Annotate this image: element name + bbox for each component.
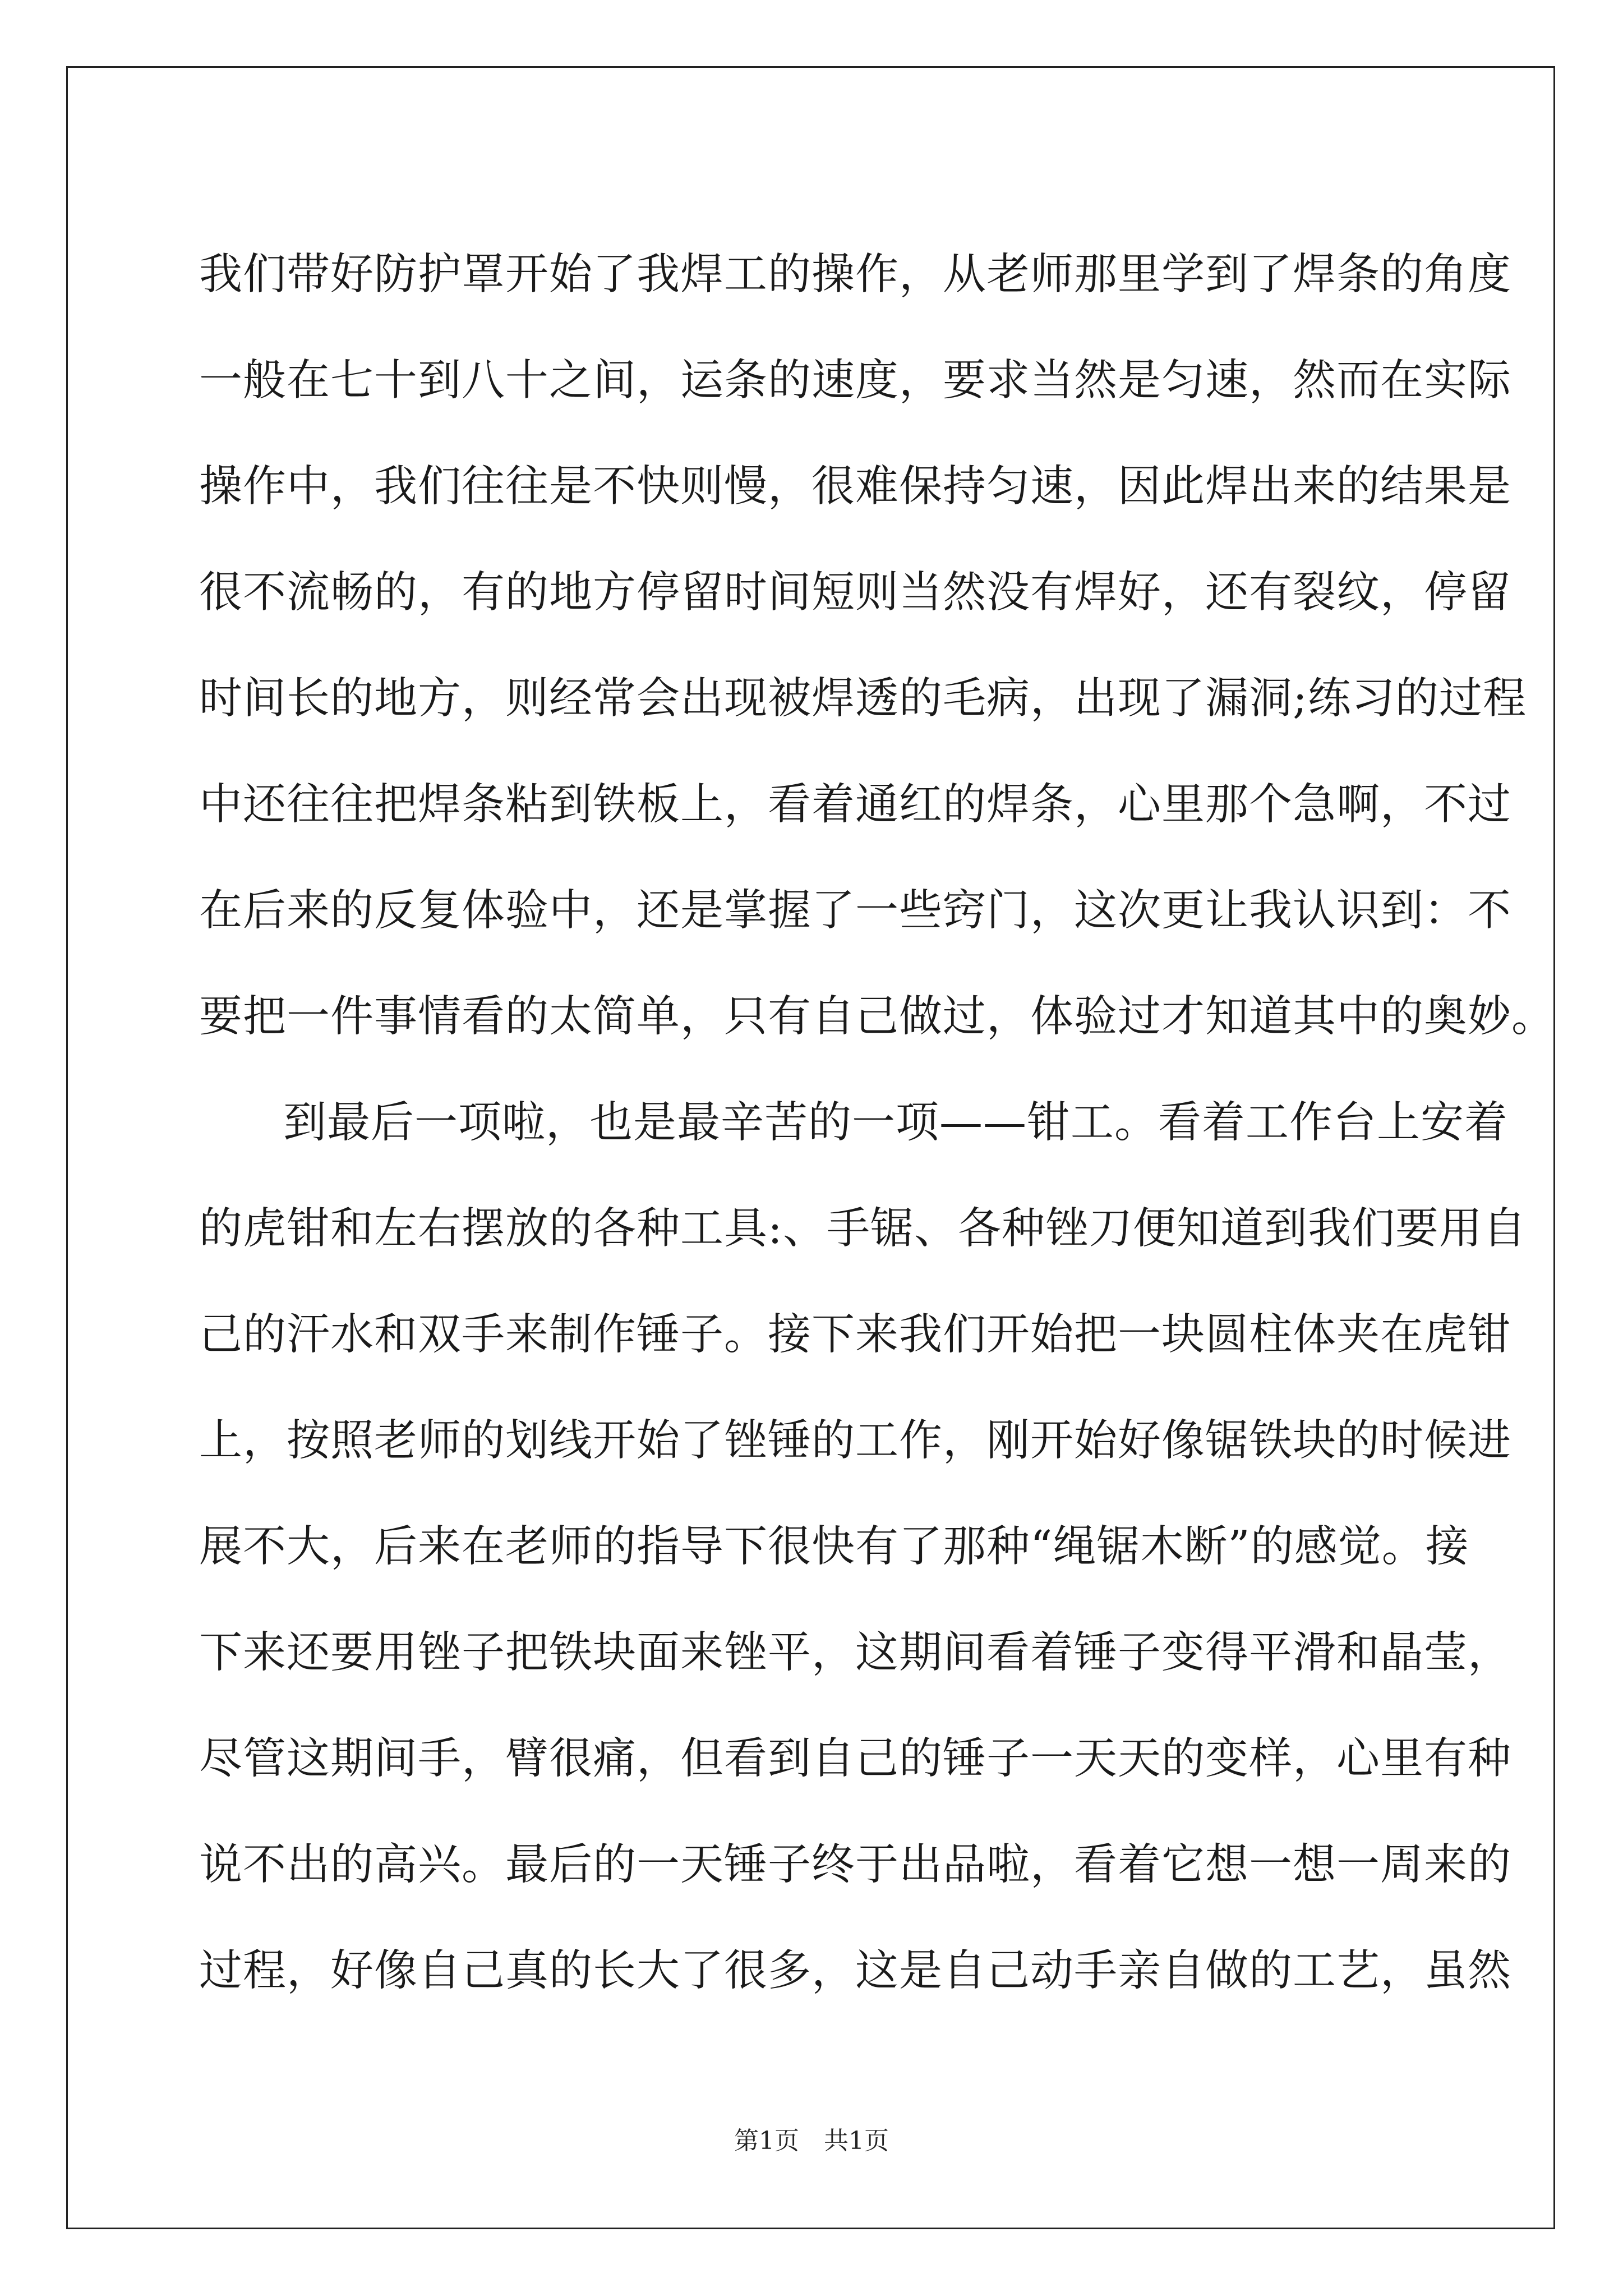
page-footer [0, 2124, 1623, 2158]
text-line: 上，按照老师的划线开始了锉锤的工作，刚开始好像锯铁块的时候进 [199, 1416, 1511, 1466]
text-line: 过程，好像自己真的长大了很多，这是自己动手亲自做的工艺，虽然 [199, 1946, 1511, 1996]
text-line: 说不出的高兴。最后的一天锤子终于出品啦，看着它想一想一周来的 [199, 1840, 1511, 1890]
document-body [199, 222, 1555, 2024]
text-line: 己的汗水和双手来制作锤子。接下来我们开始把一块圆柱体夹在虎钳 [199, 1310, 1511, 1360]
text-line: 展不大，后来在老师的指导下很快有了那种“绳锯木断”的感觉。接 [199, 1522, 1469, 1572]
page-total: 共1页 [824, 2127, 889, 2155]
text-line: 下来还要用锉子把铁块面来锉平，这期间看着锤子变得平滑和晶莹， [199, 1628, 1511, 1678]
text-line: 尽管这期间手，臂很痛，但看到自己的锤子一天天的变样，心里有种 [199, 1734, 1511, 1784]
text-line: 时间长的地方，则经常会出现被焊透的毛病，出现了漏洞;练习的过程 [199, 674, 1527, 724]
text-line: 到最后一项啦，也是最辛苦的一项——钳工。看着工作台上安着 [283, 1098, 1508, 1148]
text-line: 要把一件事情看的太简单，只有自己做过，体验过才知道其中的奥妙。 [199, 992, 1555, 1042]
text-line: 的虎钳和左右摆放的各种工具:、手锯、各种锉刀便知道到我们要用自 [199, 1204, 1527, 1254]
text-line: 一般在七十到八十之间，运条的速度，要求当然是匀速，然而在实际 [199, 356, 1511, 406]
text-line: 很不流畅的，有的地方停留时间短则当然没有焊好，还有裂纹，停留 [199, 568, 1511, 618]
text-line: 中还往往把焊条粘到铁板上，看着通红的焊条，心里那个急啊，不过 [199, 780, 1511, 830]
page-number: 第1页 [734, 2127, 799, 2155]
text-line: 在后来的反复体验中，还是掌握了一些窍门，这次更让我认识到：不 [199, 886, 1511, 936]
text-line: 操作中，我们往往是不快则慢，很难保持匀速，因此焊出来的结果是 [199, 462, 1511, 512]
text-line: 我们带好防护罩开始了我焊工的操作，从老师那里学到了焊条的角度 [199, 250, 1511, 300]
